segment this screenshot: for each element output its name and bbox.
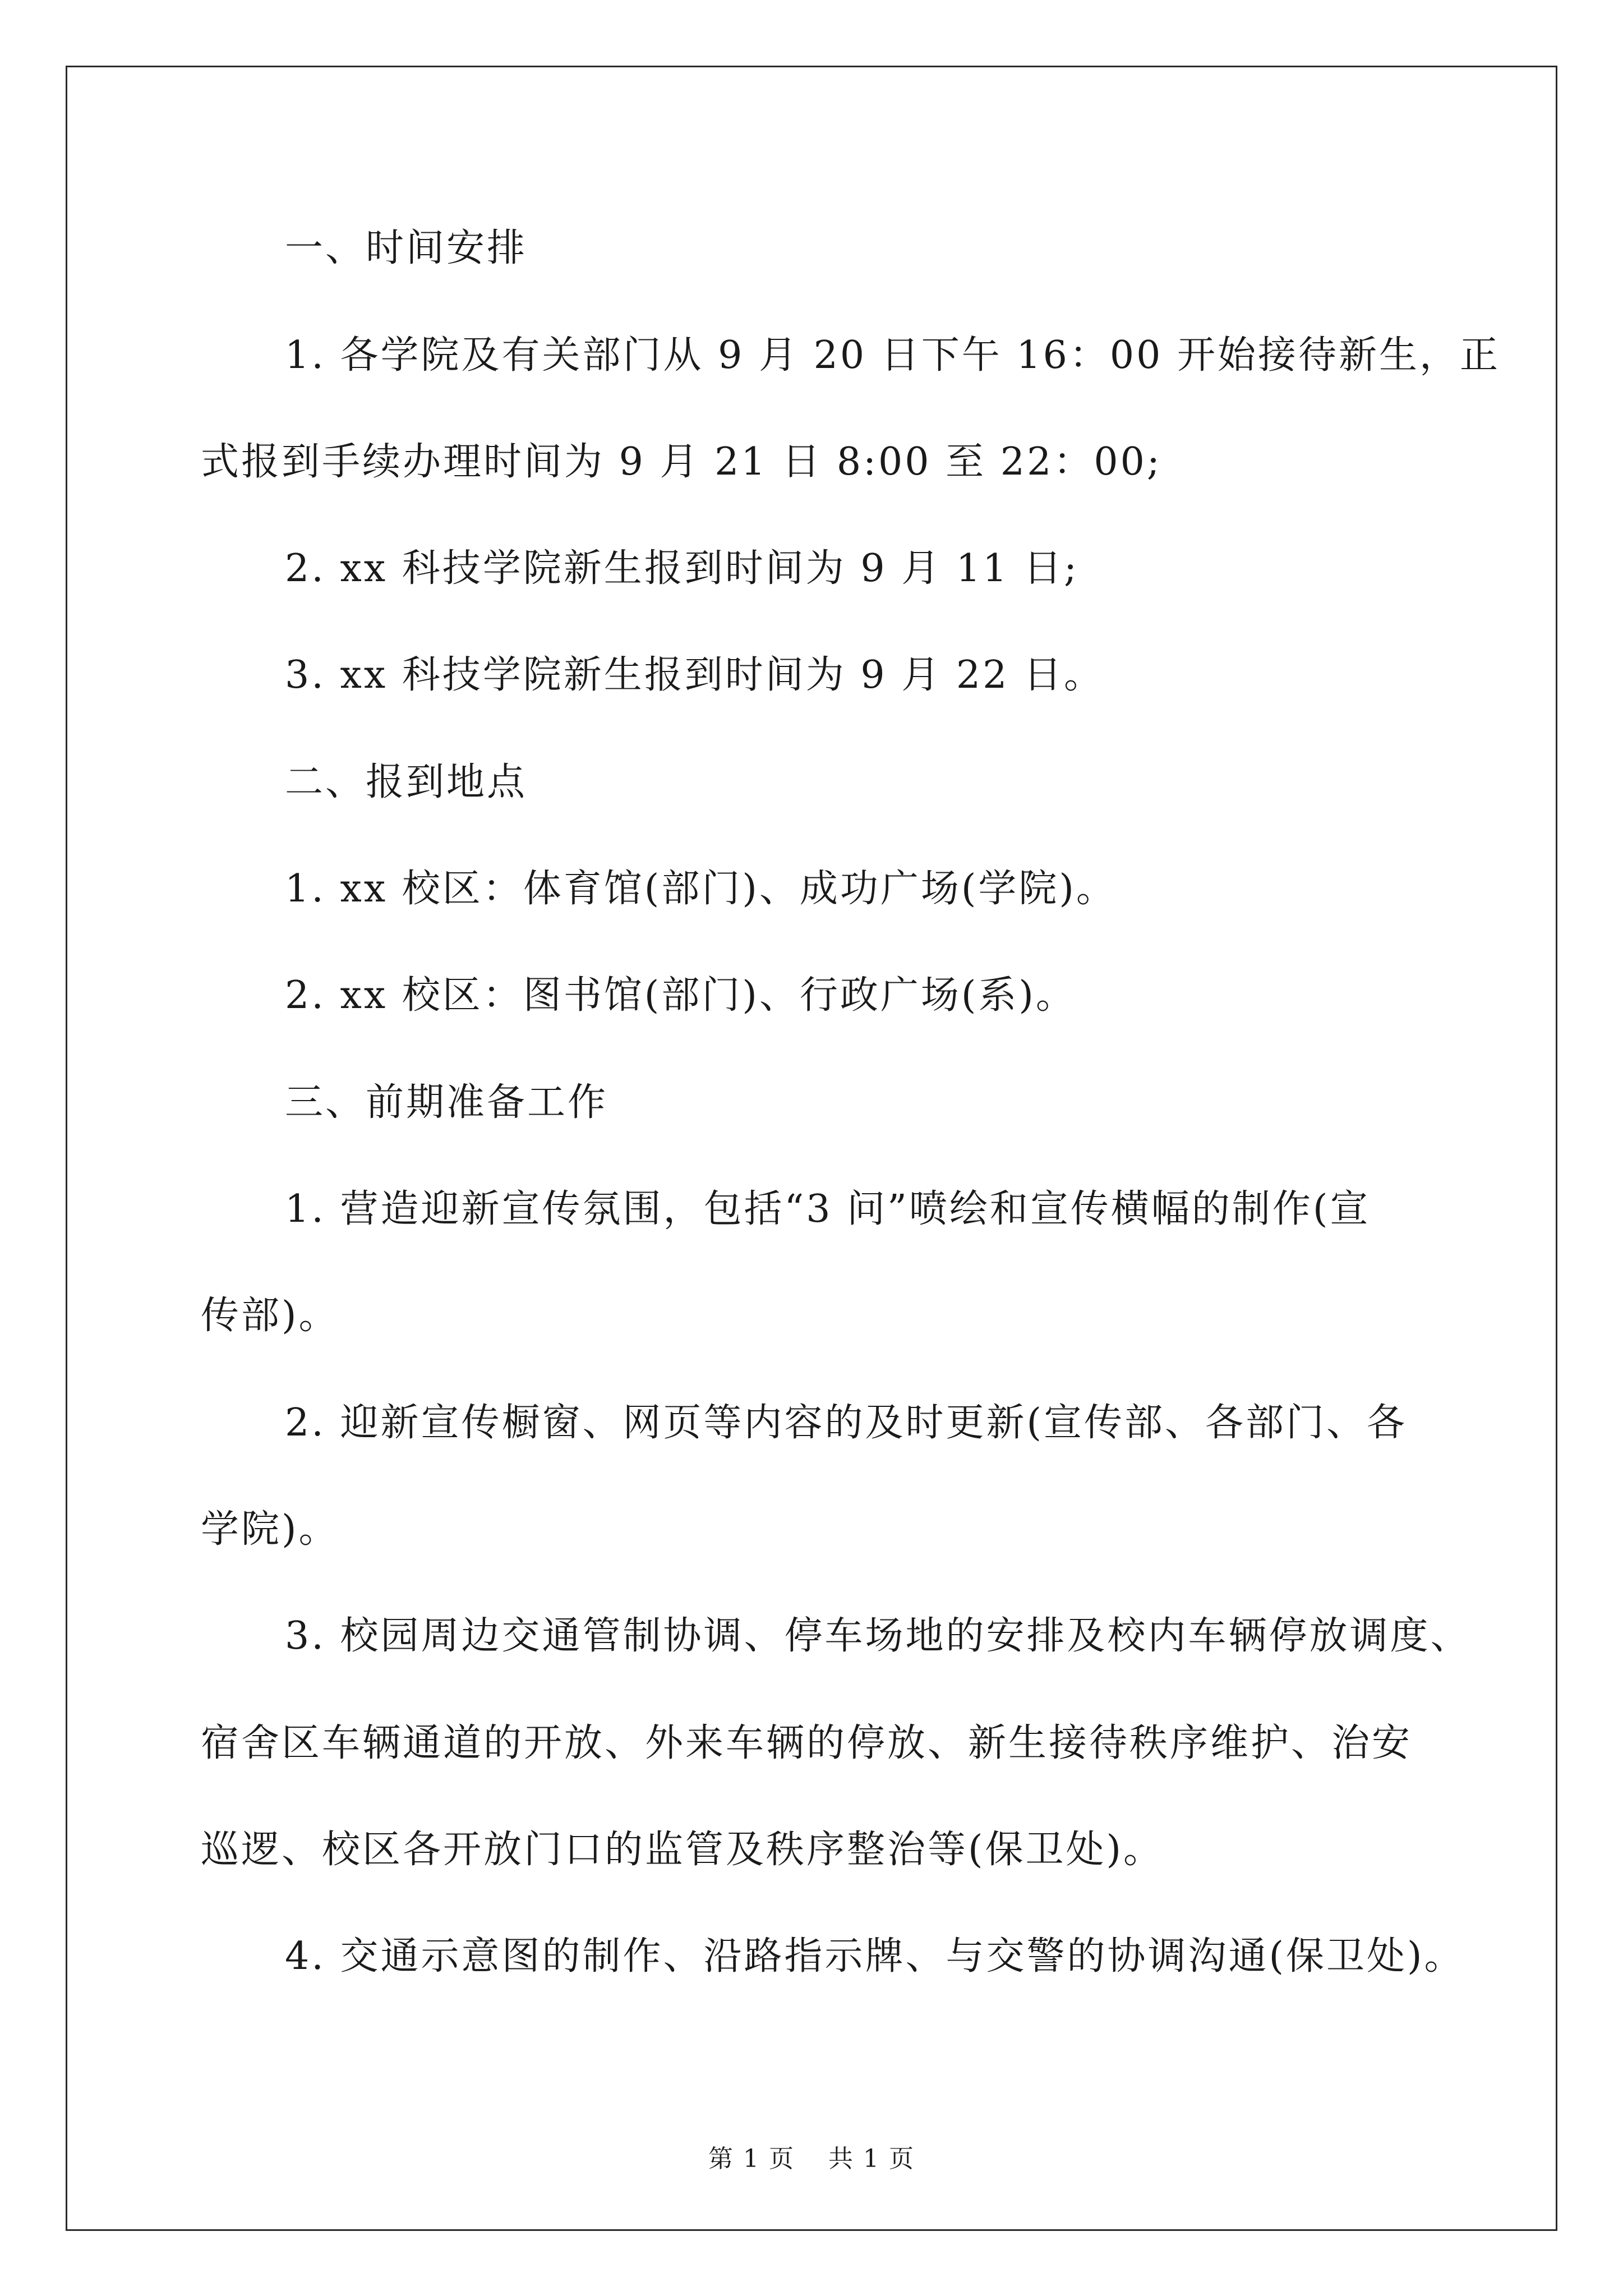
paragraph-line: 1. xx 校区：体育馆(部门)、成功广场(学院)。: [285, 867, 1117, 911]
paragraph-line: 4. 交通示意图的制作、沿路指示牌、与交警的协调沟通(保卫处)。: [285, 1934, 1465, 1978]
paragraph-line: 3. xx 科技学院新生报到时间为 9 月 22 日。: [285, 653, 1105, 697]
paragraph-line: 式报到手续办理时间为 9 月 21 日 8:00 至 22：00;: [201, 440, 1162, 484]
paragraph-line: 1. 营造迎新宣传氛围，包括“3 问”喷绘和宣传横幅的制作(宣: [285, 1187, 1371, 1231]
paragraph-line: 传部)。: [201, 1294, 339, 1338]
paragraph-line: 2. xx 校区：图书馆(部门)、行政广场(系)。: [285, 973, 1076, 1018]
page-total: 共 1 页: [828, 2145, 915, 2173]
paragraph-line: 2. 迎新宣传橱窗、网页等内容的及时更新(宣传部、各部门、各: [285, 1401, 1408, 1445]
paragraph-line: 1. 各学院及有关部门从 9 月 20 日下午 16：00 开始接待新生，正: [285, 333, 1501, 378]
page-border: [66, 66, 1557, 2231]
paragraph-line: 宿舍区车辆通道的开放、外来车辆的停放、新生接待秩序维护、治安: [201, 1721, 1413, 1765]
paragraph-line: 巡逻、校区各开放门口的监管及秩序整治等(保卫处)。: [201, 1828, 1164, 1872]
heading-preparation: 三、前期准备工作: [285, 1080, 608, 1125]
heading-location: 二、报到地点: [285, 760, 528, 804]
paragraph-line: 3. 校园周边交通管制协调、停车场地的安排及校内车辆停放调度、: [285, 1614, 1471, 1658]
heading-schedule: 一、时间安排: [285, 226, 528, 270]
paragraph-line: 2. xx 科技学院新生报到时间为 9 月 11 日;: [285, 546, 1079, 591]
paragraph-line: 学院)。: [201, 1507, 339, 1552]
page-footer: [0, 2138, 1623, 2174]
page-number: 第 1 页: [708, 2145, 795, 2173]
